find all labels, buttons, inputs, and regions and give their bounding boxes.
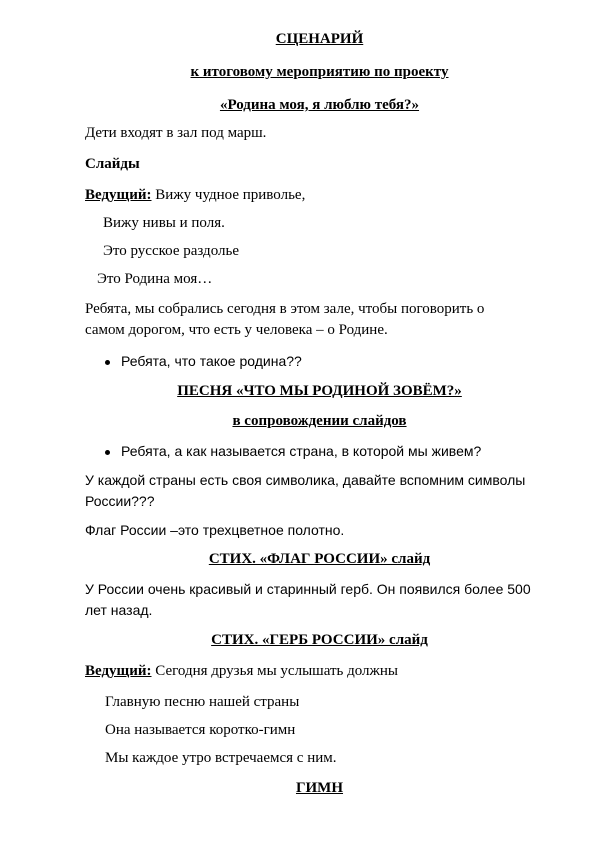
anthem-line-3: Мы каждое утро встречаемся с ним. bbox=[105, 750, 337, 766]
verse-line-3: Это Родина моя… bbox=[97, 271, 213, 287]
bullet-dot-icon bbox=[105, 360, 110, 365]
host-label: Ведущий: bbox=[85, 187, 152, 203]
song-title: ПЕСНЯ «ЧТО МЫ РОДИНОЙ ЗОВЁМ?» bbox=[177, 383, 462, 399]
para-gerb-2: лет назад. bbox=[85, 602, 153, 618]
bullet-item-1: Ребята, что такое родина?? bbox=[121, 353, 302, 369]
host-line-1 bbox=[85, 186, 305, 204]
verse-line-2: Это русское раздолье bbox=[103, 243, 239, 259]
song-subtitle: в сопровождении слайдов bbox=[232, 413, 407, 429]
para-symbols-2: России??? bbox=[85, 493, 155, 509]
para-symbols-1: У каждой страны есть своя символика, давайте вспомним символы bbox=[85, 472, 526, 488]
para-gerb-1: У России очень красивый и старинный герб. Он появился более 500 bbox=[85, 581, 531, 597]
doc-subtitle-1: к итоговому мероприятию по проекту bbox=[190, 64, 449, 80]
para-entry: Дети входят в зал под марш. bbox=[85, 125, 267, 141]
poem-gerb-title: СТИХ. «ГЕРБ РОССИИ» слайд bbox=[211, 632, 428, 648]
verse-line-1: Вижу нивы и поля. bbox=[103, 215, 225, 231]
para-children-2: самом дорогом, что есть у человека – о Родине. bbox=[85, 322, 388, 338]
anthem-line-1: Главную песню нашей страны bbox=[105, 694, 300, 710]
para-children-1: Ребята, мы собрались сегодня в этом зале, чтобы поговорить о bbox=[85, 301, 485, 317]
poem-flag-title: СТИХ. «ФЛАГ РОССИИ» слайд bbox=[208, 551, 431, 567]
para-slides: Слайды bbox=[85, 156, 140, 172]
host-line-2 bbox=[85, 662, 398, 680]
host-label: Ведущий: bbox=[85, 663, 152, 679]
anthem-line-2: Она называется коротко-гимн bbox=[105, 722, 296, 738]
para-flag: Флаг России –это трехцветное полотно. bbox=[85, 522, 345, 538]
host-text: Сегодня друзья мы услышать должны bbox=[151, 663, 398, 679]
bullet-item-2: Ребята, а как называется страна, в которой мы живем? bbox=[121, 443, 482, 459]
anthem-title: ГИМН bbox=[295, 780, 344, 796]
bullet-dot-icon bbox=[105, 450, 110, 455]
host-text: Вижу чудное приволье, bbox=[151, 187, 306, 203]
doc-title: СЦЕНАРИЙ bbox=[275, 31, 364, 47]
doc-subtitle-2: «Родина моя, я люблю тебя?» bbox=[219, 97, 420, 113]
